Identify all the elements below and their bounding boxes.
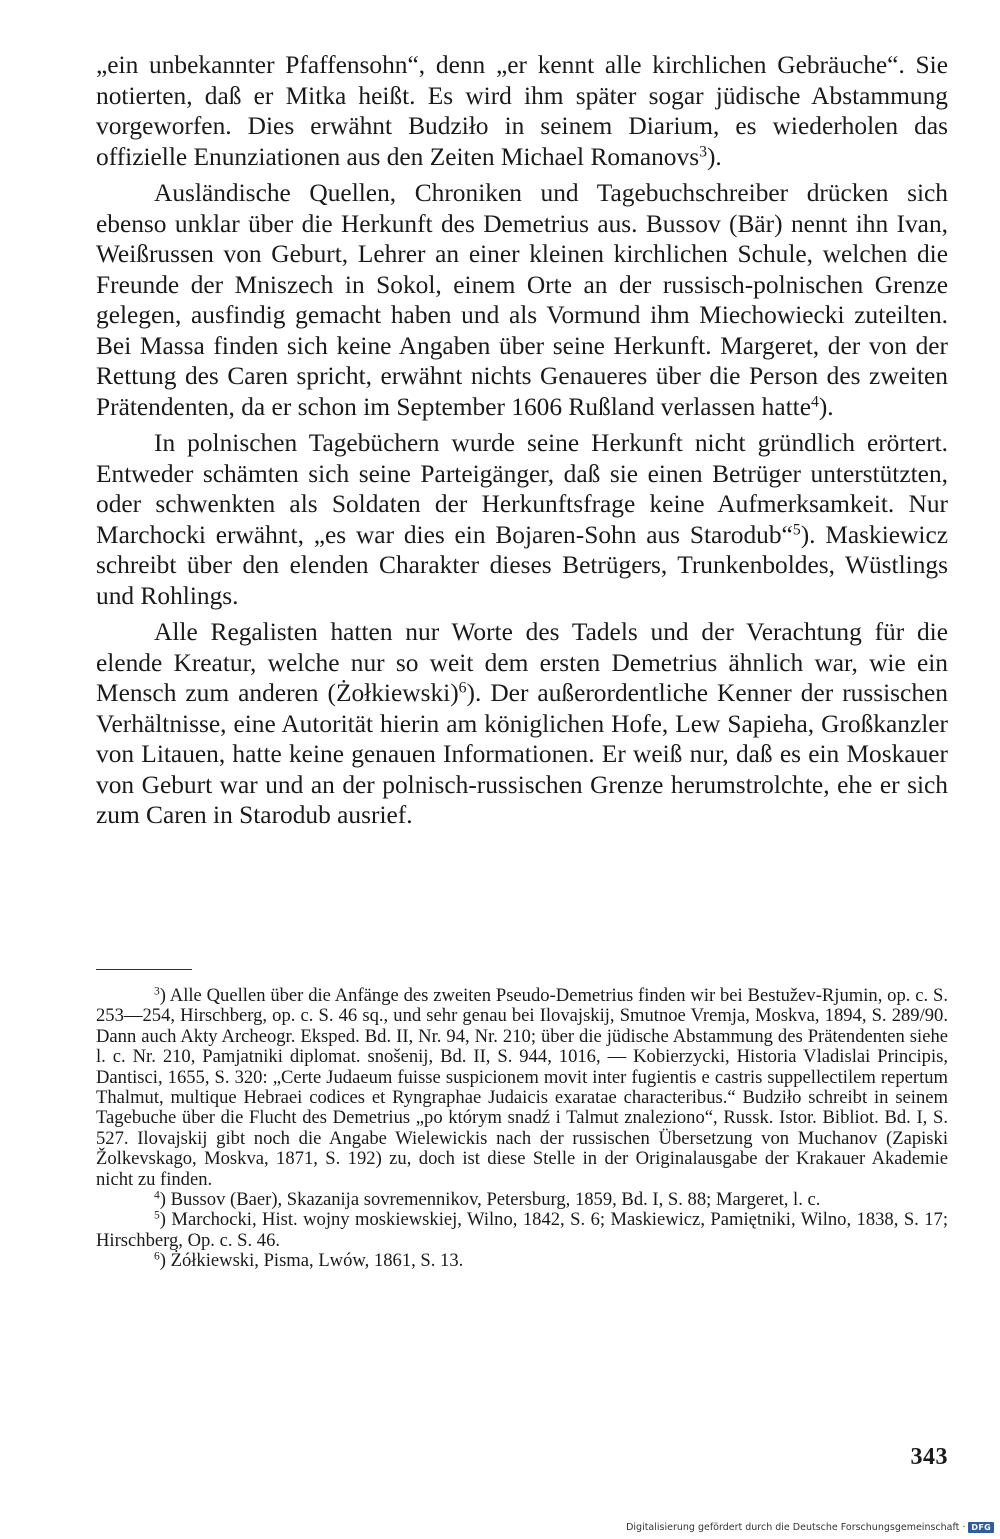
footnote-divider <box>96 969 192 970</box>
footnote-mark: 3 <box>154 985 160 998</box>
footnote-paren: ) <box>159 1250 171 1272</box>
footnote-5 <box>96 1210 948 1251</box>
footnote-3 <box>96 986 948 1190</box>
footnote-paren: ) <box>159 1209 172 1231</box>
paragraph-1 <box>96 50 948 172</box>
footnote-text: Marchocki, Hist. wojny moskiewskiej, Wilno, 1842, S. 6; Maskiewicz, Pamiętniki, Wilno, 1838, S. 17; Hirschberg, Op. c. S. 46. <box>96 1209 949 1251</box>
footnote-mark: 5 <box>154 1210 160 1223</box>
paragraph-tail: ). <box>706 142 722 171</box>
footnotes <box>96 986 948 1272</box>
footnote-4 <box>96 1190 948 1210</box>
footnote-ref[interactable]: 6 <box>458 679 467 697</box>
page-number: 343 <box>910 1444 948 1470</box>
main-text <box>96 50 948 831</box>
footnote-paren: ) <box>159 1189 171 1211</box>
paragraph-text: „ein unbekannter Pfaffensohn“, denn „er kennt alle kirchlichen Gebräuche“. Sie notierten, daß er Mitka heißt. Es wird ihm später sogar jüdische Abstammung vorgeworfen. Dies erwähnt Budziło in seinem Diarium, es wiederholen das offizielle Enunziationen aus den Zeiten Michael Romanovs <box>96 51 948 171</box>
digitization-credit <box>626 1522 994 1533</box>
footnote-paren: ) <box>159 985 170 1006</box>
paragraph-text: Alle Regalisten hatten nur Worte des Tadels und der Verachtung für die elende Kreatur, welche nur so weit dem ersten Demetrius ähnlich war, wie ein Mensch zum anderen (Żołkiewski) <box>96 618 948 707</box>
footnote-6 <box>96 1251 948 1271</box>
footnote-text: Alle Quellen über die Anfänge des zweiten Pseudo-Demetrius finden wir bei Bestužev-Rjumin, op. c. S. 253—254, Hirschberg, op. c. S. 46 sq., und sehr genau bei Ilovajskij, Smutnoe Vremja, Moskva, 1894, S. 289/90. Dann auch Akty Archeogr. Eksped. Bd. II, Nr. 94, Nr. 210; über die jüdische Abstammung des Prätendenten siehe l. c. Nr. 210, Pamjatniki diplomat. snošenij, Bd. II, S. 944, 1016, — Kobierzycki, Historia Vladislai Principis, Dantisci, 1655, S. 320: „Certe Judaeum fuisse suspicionem movit inter fugientis e castris suppellectilem repertum Thalmut, multique Hebraei codices et Ryngraphae Judaicis exaratae characteribus.“ Budziło schreibt in seinem Tagebuche über die Flucht des Demetrius „po którym snadź i Talmut znaleziono“, Russk. Istor. Bibliot. Bd. I, S. 527. Ilovajskij gibt noch die Angabe Wielewickis nach der russischen Übersetzung von Muchanov (Zapiski Žolkevskago, Moskva, 1871, S. 192) zu, doch ist diese Stelle in der Originalausgabe der Krakauer Akademie nicht zu finden. <box>96 985 948 1190</box>
paragraph-text: Ausländische Quellen, Chroniken und Tagebuchschreiber drücken sich ebenso unklar über die Herkunft des Demetrius aus. Bussov (Bär) nennt ihn Ivan, Weißrussen von Geburt, Lehrer an einer kleinen kirchlichen Schule, welchen die Freunde der Mniszech in Sokol, einem Orte an der russisch-polnischen Grenze gelegen, ausfindig gemacht haben und als Vormund ihm Miechowiecki zuteilten. Bei Massa finden sich keine Angaben über seine Herkunft. Margeret, der von der Rettung des Caren spricht, erwähnt nichts Genaueres über die Person des zweiten Prätendenten, da er schon im September 1606 Rußland verlassen hatte <box>96 179 948 421</box>
paragraph-tail: ). Der außerordentliche Kenner der russischen Verhältnisse, eine Autorität hierin am königlichen Hofe, Lew Sapieha, Großkanzler von Litauen, hatte keine genauen Informationen. Er weiß nur, daß es ein Moskauer von Geburt war und an der polnisch-russischen Grenze herumstrolchte, ehe er sich zum Caren in Starodub ausrief. <box>96 679 948 829</box>
footnote-text: Żółkiewski, Pisma, Lwów, 1861, S. 13. <box>170 1250 464 1272</box>
dfg-logo-icon: DFG <box>968 1522 994 1533</box>
paragraph-4 <box>96 617 948 831</box>
footnote-ref[interactable]: 4 <box>810 392 819 410</box>
footnote-ref[interactable]: 5 <box>792 520 801 538</box>
paragraph-2 <box>96 178 948 422</box>
footnote-mark: 4 <box>154 1189 160 1202</box>
footnote-mark: 6 <box>154 1250 160 1263</box>
footnote-text: Bussov (Baer), Skazanija sovremennikov, Petersburg, 1859, Bd. I, S. 88; Margeret, l. c. <box>170 1189 821 1211</box>
credit-text: Digitalisierung gefördert durch die Deutsche Forschungsgemeinschaft · <box>626 1522 966 1533</box>
paragraph-tail: ). <box>818 392 834 421</box>
paragraph-tail: ). Maskiewicz schreibt über den elenden Charakter dieses Betrügers, Trunkenboldes, Wüstlings und Rohlings. <box>96 520 949 610</box>
paragraph-3 <box>96 428 948 611</box>
paragraph-text: In polnischen Tagebüchern wurde seine Herkunft nicht gründlich erörtert. Entweder schämten sich seine Parteigänger, daß sie einen Betrüger unterstützten, oder schwenkten als Soldaten der Herkunftsfrage keine Aufmerksamkeit. Nur Marchocki erwähnt, „es war dies ein Bojaren-Sohn aus Starodub“ <box>96 429 948 549</box>
footnote-ref[interactable]: 3 <box>699 142 707 160</box>
